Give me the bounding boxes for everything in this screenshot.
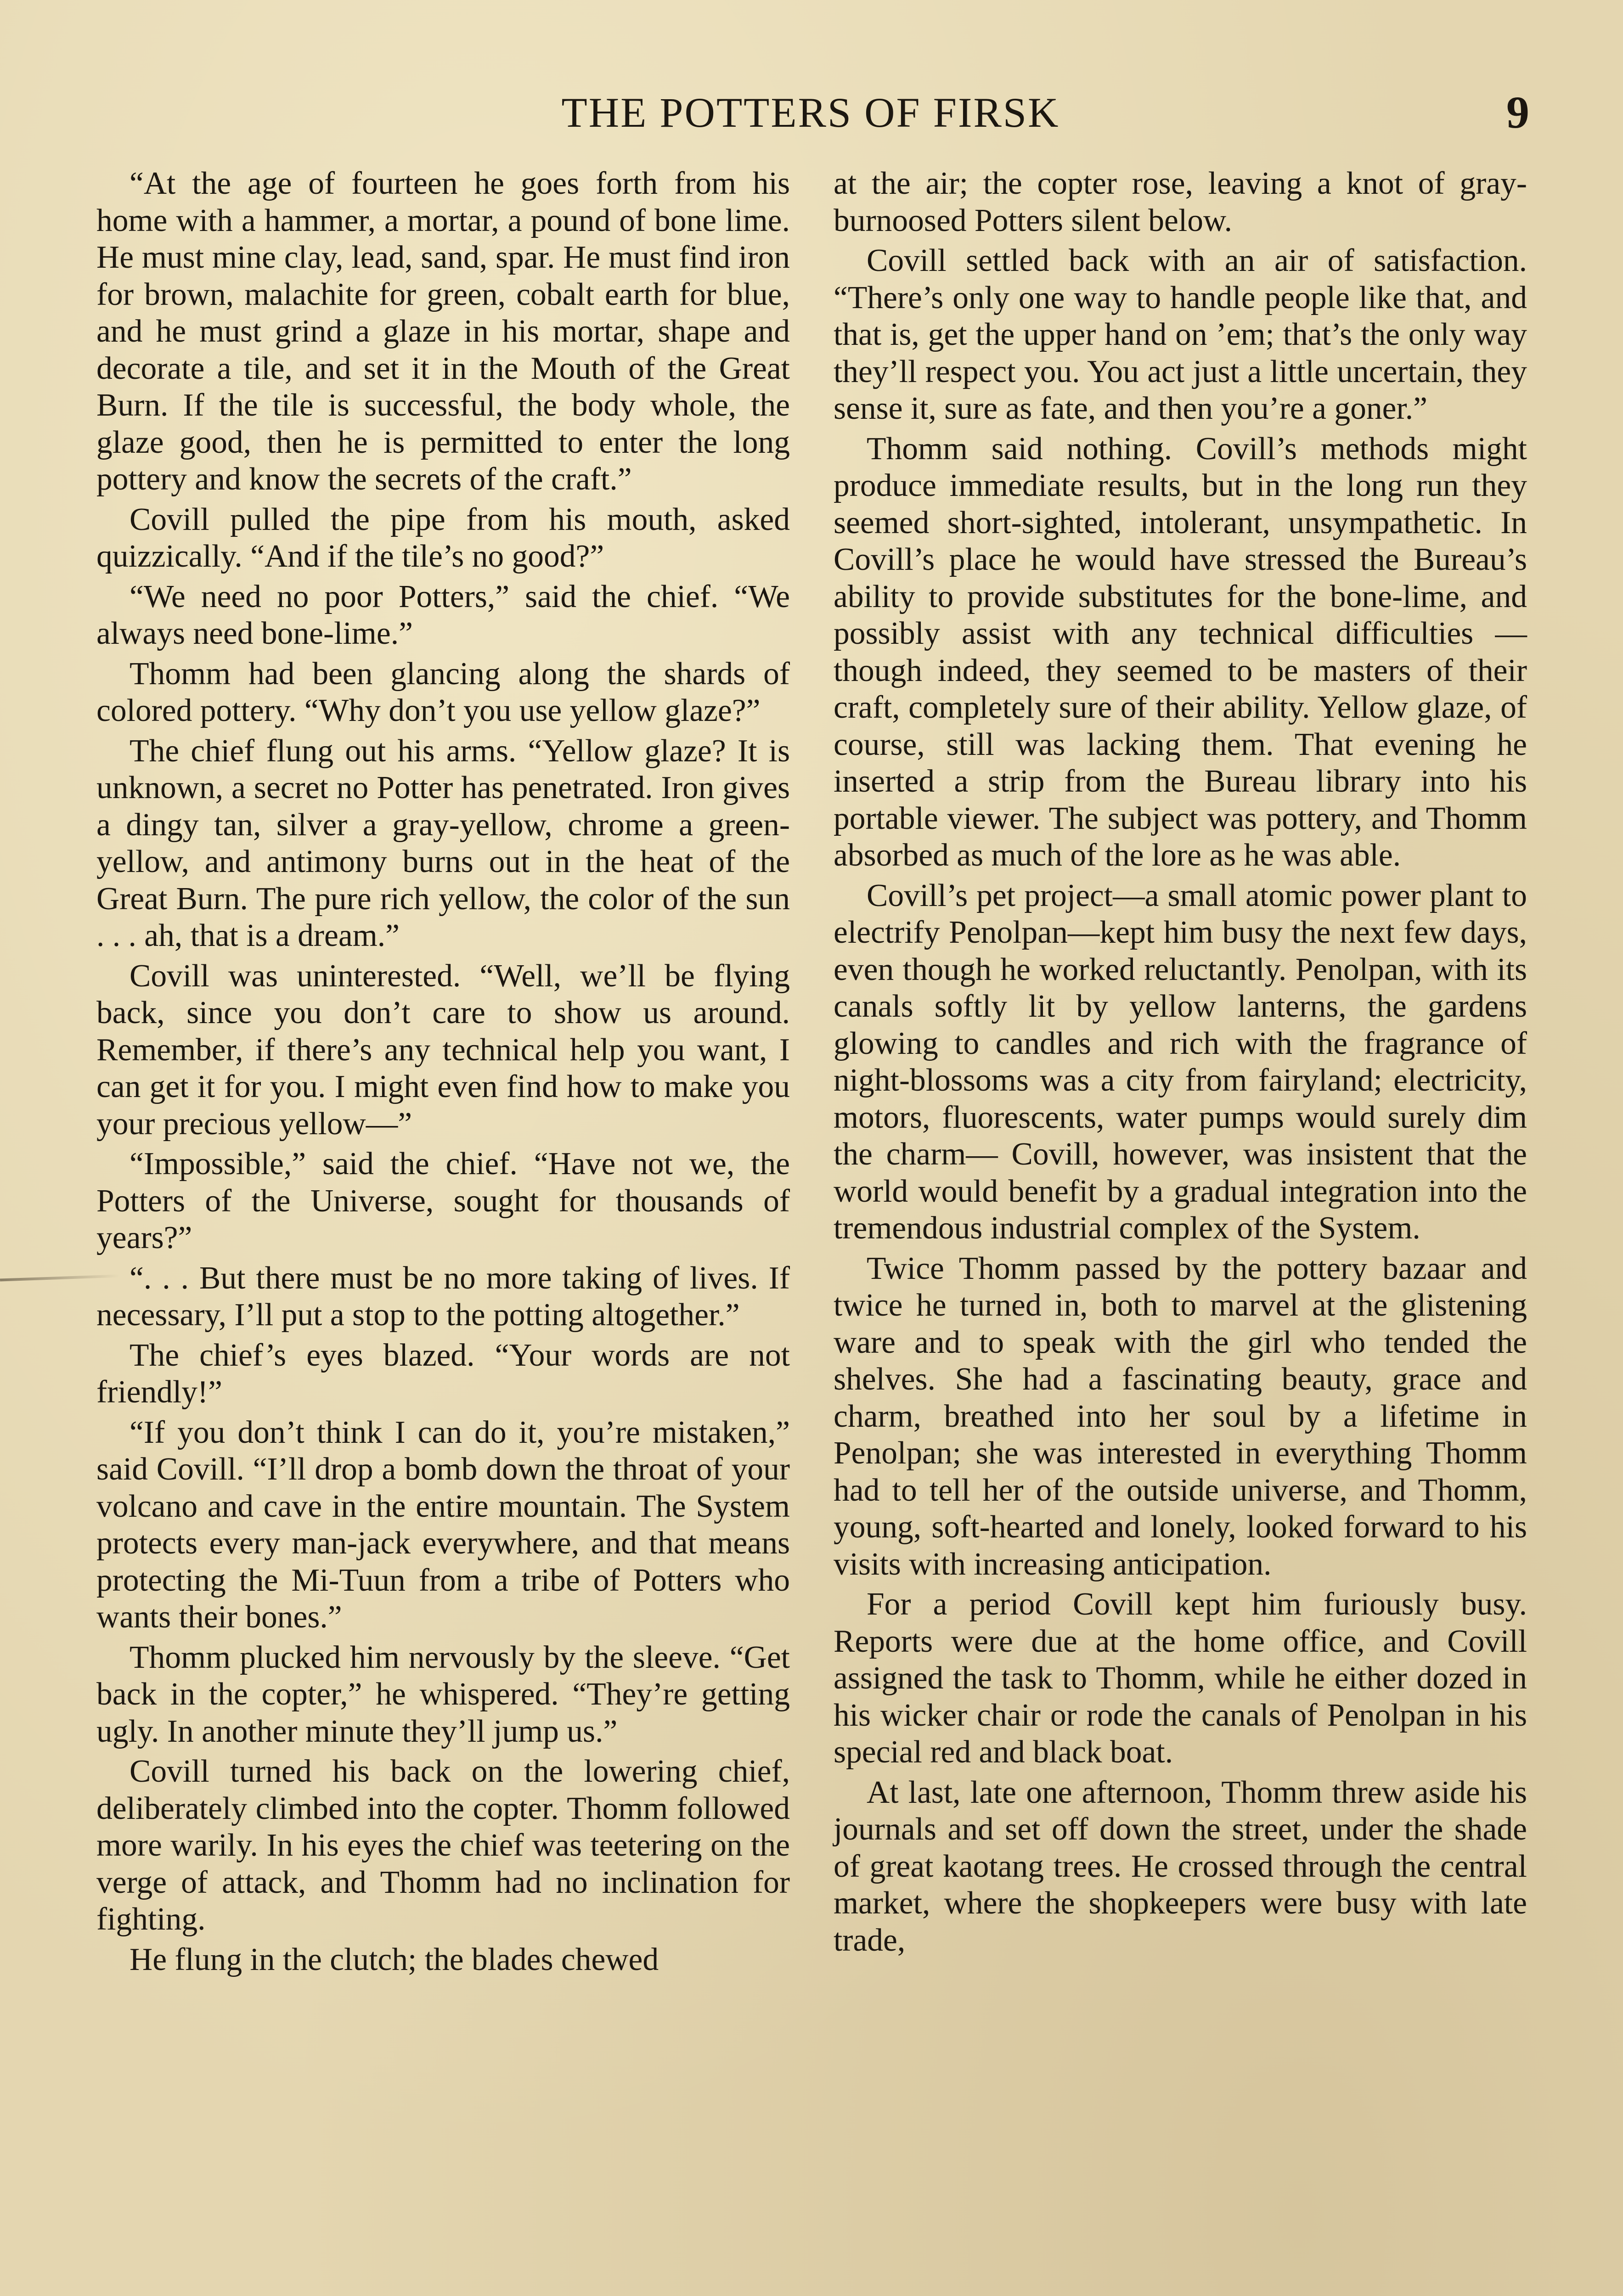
running-header bbox=[92, 83, 1529, 142]
left-column bbox=[96, 165, 790, 1981]
page-number: 9 bbox=[1506, 87, 1529, 138]
paragraph: Thomm plucked him nervously by the sleeve. “Get back in the copter,” he whispered. “They’re getting ugly. In another minute they’ll jump us.” bbox=[96, 1639, 790, 1749]
paragraph: “At the age of fourteen he goes forth from his home with a hammer, a mortar, a pound of bone lime. He must mine clay, lead, sand, spar. He must find iron for brown, malachite for green, cobalt earth for blue, and he must grind a glaze in his mortar, shape and decorate a tile, and set it in the Mouth of the Great Burn. If the tile is successful, the body whole, the glaze good, then he is permitted to enter the long pottery and know the secrets of the craft.” bbox=[96, 166, 790, 497]
paragraph: Covill’s pet project—a small atomic power plant to electrify Penolpan—kept him busy the next few days, even though he worked reluctantly. Penolpan, with its canals softly lit by yellow lanterns, the gardens glowing to candles and rich with the fragrance of night-blossoms was a city from fairyland; electricity, motors, fluorescents, water pumps would surely dim the charm— Covill, however, was insistent that the world would benefit by a gradual integration into the tremendous industrial complex of the System. bbox=[834, 878, 1527, 1246]
running-title: THE POTTERS OF FIRSK bbox=[561, 89, 1060, 136]
paragraph: Covill turned his back on the lowering chief, deliberately climbed into the copter. Thomm followed more warily. In his eyes the chief was teetering on the verge of attack, and Thomm had no inclination for fighting. bbox=[96, 1754, 790, 1937]
paragraph: “Impossible,” said the chief. “Have not we, the Potters of the Universe, sought for thousands of years?” bbox=[96, 1146, 790, 1255]
paragraph-continued: at the air; the copter rose, leaving a knot of gray-burnoosed Potters silent below. bbox=[834, 166, 1527, 238]
paragraph: “. . . But there must be no more taking of lives. If necessary, I’ll put a stop to the potting altogether.” bbox=[96, 1260, 790, 1333]
paragraph: Twice Thomm passed by the pottery bazaar and twice he turned in, both to marvel at the glistening ware and to speak with the girl who tended the shelves. She had a fascinating beauty, grace and charm, breathed into her soul by a lifetime in Penolpan; she was interested in everything Thomm had to tell her of the outside universe, and Thomm, young, soft-hearted and lonely, looked forward to his visits with increasing anticipation. bbox=[834, 1250, 1527, 1582]
paragraph: For a period Covill kept him furiously busy. Reports were due at the home office, and Covill assigned the task to Thomm, while he either dozed in his wicker chair or rode the canals of Penolpan in his special red and black boat. bbox=[834, 1587, 1527, 1770]
paragraph: Covill settled back with an air of satisfaction. “There’s only one way to handle people like that, and that is, get the upper hand on ’em; that’s the only way they’ll respect you. You act just a little uncertain, they sense it, sure as fate, and then you’re a goner.” bbox=[834, 243, 1527, 426]
paragraph: Thomm had been glancing along the shards of colored pottery. “Why don’t you use yellow glaze?” bbox=[96, 656, 790, 728]
paragraph: At last, late one afternoon, Thomm threw aside his journals and set off down the street, under the shade of great kaotang trees. He crossed through the central market, where the shopkeepers were busy with late trade, bbox=[834, 1774, 1527, 1958]
paragraph: Thomm said nothing. Covill’s methods might produce immediate results, but in the long run they seemed short-sighted, intolerant, unsympathetic. In Covill’s place he would have stressed the Bureau’s ability to provide substitutes for the bone-lime, and possibly assist with any technical difficulties —though indeed, they seemed to be masters of their craft, completely sure of their ability. Yellow glaze, of course, still was lacking them. That evening he inserted a strip from the Bureau library into his portable viewer. The subject was pottery, and Thomm absorbed as much of the lore as he was able. bbox=[834, 431, 1527, 873]
paragraph: Covill was uninterested. “Well, we’ll be flying back, since you don’t care to show us around. Remember, if there’s any technical help you want, I can get it for you. I might even find how to make you your precious yellow—” bbox=[96, 958, 790, 1142]
paragraph: “We need no poor Potters,” said the chief. “We always need bone-lime.” bbox=[96, 579, 790, 651]
right-column bbox=[834, 165, 1527, 1962]
paragraph: The chief’s eyes blazed. “Your words are not friendly!” bbox=[96, 1337, 790, 1410]
paragraph: Covill pulled the pipe from his mouth, asked quizzically. “And if the tile’s no good?” bbox=[96, 501, 790, 574]
paragraph: He flung in the clutch; the blades chewed bbox=[130, 1941, 659, 1977]
paragraph: The chief flung out his arms. “Yellow glaze? It is unknown, a secret no Potter has penetrated. Iron gives a dingy tan, silver a gray-yellow, chrome a green-yellow, and antimony burns out in the heat of the Great Burn. The pure rich yellow, the color of the sun . . . ah, that is a dream.” bbox=[96, 733, 790, 953]
paragraph: “If you don’t think I can do it, you’re mistaken,” said Covill. “I’ll drop a bomb down the throat of your volcano and cave in the entire mountain. The System protects every man-jack everywhere, and that means protecting the Mi-Tuun from a tribe of Potters who wants their bones.” bbox=[96, 1414, 790, 1635]
